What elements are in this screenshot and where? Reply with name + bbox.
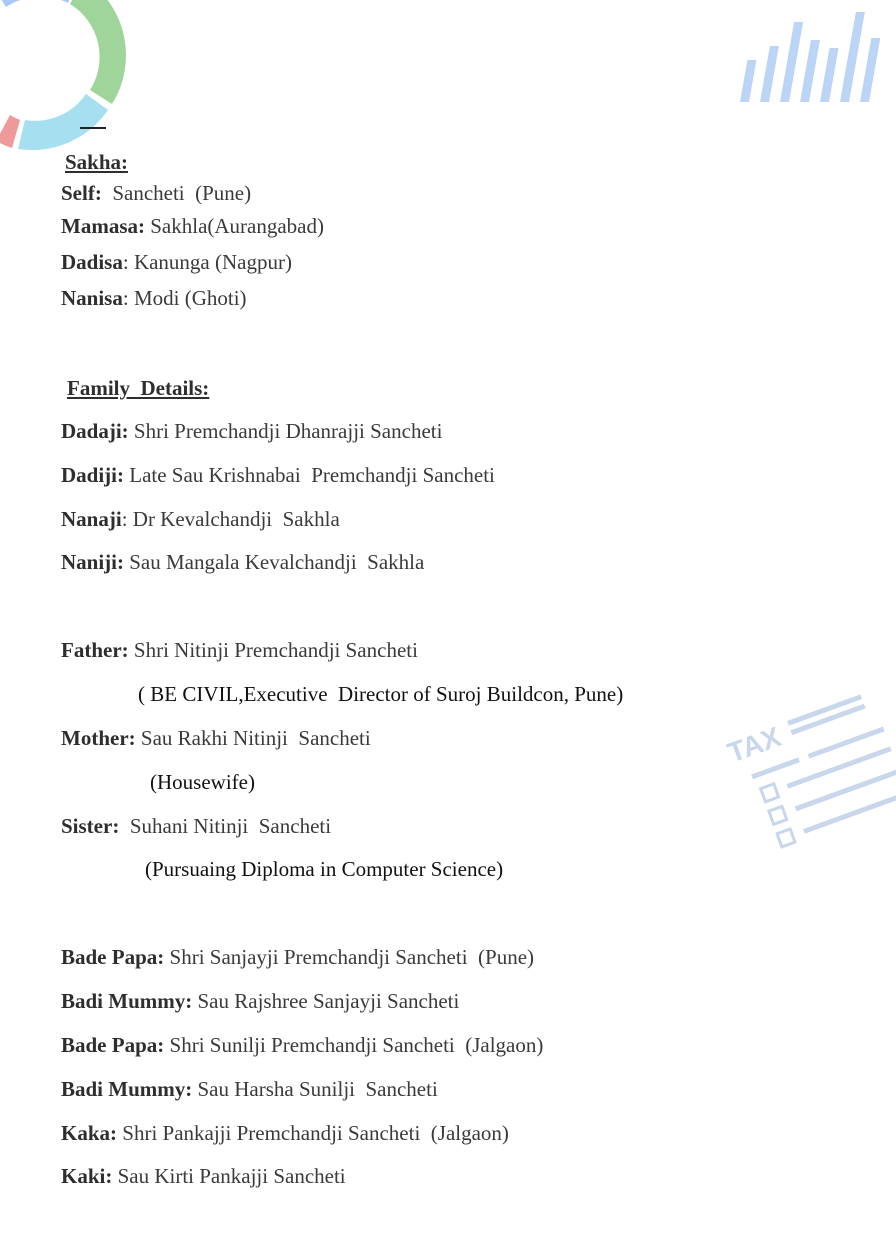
field-label: Kaka: (61, 1121, 118, 1145)
family-row-father (61, 638, 418, 662)
field-value: Shri Pankajji Premchandji Sancheti (Jalgaon) (117, 1121, 509, 1145)
field-label: Father: (61, 638, 129, 662)
field-label: Dadisa (61, 250, 123, 274)
field-label: Mother: (61, 726, 136, 750)
field-value: : Kanunga (Nagpur) (122, 250, 292, 274)
family-row-naniji (61, 550, 424, 574)
family-row-dadiji (61, 463, 495, 487)
field-value: Shri Premchandji Dhanrajji Sancheti (128, 419, 443, 443)
bar-chart-icon (736, 0, 896, 110)
field-label: Dadiji: (61, 463, 124, 487)
father-note: ( BE CIVIL,Executive Director of Suroj Buildcon, Pune) (138, 682, 624, 706)
field-label: Self: (61, 181, 102, 205)
field-value: : Dr Kevalchandji Sakhla (121, 507, 340, 531)
relative-row (61, 945, 534, 969)
field-value: Shri Nitinji Premchandji Sancheti (128, 638, 418, 662)
relative-row (61, 1121, 509, 1145)
field-value: Sau Kirti Pankajji Sancheti (112, 1164, 346, 1188)
field-value: Shri Sanjayji Premchandji Sancheti (Pune) (164, 945, 535, 969)
field-value: : Modi (Ghoti) (122, 286, 247, 310)
field-value: Late Sau Krishnabai Premchandji Sancheti (124, 463, 495, 487)
field-label: Kaki: (61, 1164, 113, 1188)
field-value: Sau Harsha Sunilji Sancheti (192, 1077, 438, 1101)
relative-row (61, 1033, 543, 1057)
family-row-nanaji (61, 507, 340, 531)
field-label: Nanisa (61, 286, 123, 310)
tax-document-icon (723, 665, 896, 855)
field-label: Bade Papa: (61, 945, 165, 969)
sakha-row-dadisa (61, 250, 292, 274)
field-label: Badi Mummy: (61, 1077, 193, 1101)
donut-chart-icon (0, 0, 120, 160)
field-label: Dadaji: (61, 419, 129, 443)
sakha-row-self (61, 181, 251, 205)
family-row-dadaji (61, 419, 442, 443)
relative-row (61, 1077, 438, 1101)
field-value: Sakhla(Aurangabad) (144, 214, 324, 238)
field-label: Badi Mummy: (61, 989, 193, 1013)
field-value: Sau Rajshree Sanjayji Sancheti (192, 989, 460, 1013)
field-label: Mamasa: (61, 214, 145, 238)
field-value: Suhani Nitinji Sancheti (119, 814, 332, 838)
relative-row (61, 989, 459, 1013)
family-row-mother (61, 726, 371, 750)
field-value: Sau Rakhi Nitinji Sancheti (135, 726, 371, 750)
field-label: Sister: (61, 814, 120, 838)
sakha-row-mamasa (61, 214, 324, 238)
family-heading: Family Details: (67, 376, 210, 400)
field-value: Sau Mangala Kevalchandji Sakhla (124, 550, 425, 574)
field-value: Shri Sunilji Premchandji Sancheti (Jalgaon) (164, 1033, 544, 1057)
sakha-heading: Sakha: (65, 150, 129, 174)
field-label: Naniji: (61, 550, 124, 574)
field-value: Sancheti (Pune) (101, 181, 252, 205)
sister-note: (Pursuaing Diploma in Computer Science) (145, 857, 504, 881)
sakha-row-nanisa (61, 286, 247, 310)
relative-row (61, 1164, 346, 1188)
tax-label: TAX (723, 720, 785, 769)
field-label: Nanaji (61, 507, 122, 531)
divider (80, 127, 106, 129)
mother-note: (Housewife) (150, 770, 255, 794)
family-row-sister (61, 814, 331, 838)
field-label: Bade Papa: (61, 1033, 165, 1057)
